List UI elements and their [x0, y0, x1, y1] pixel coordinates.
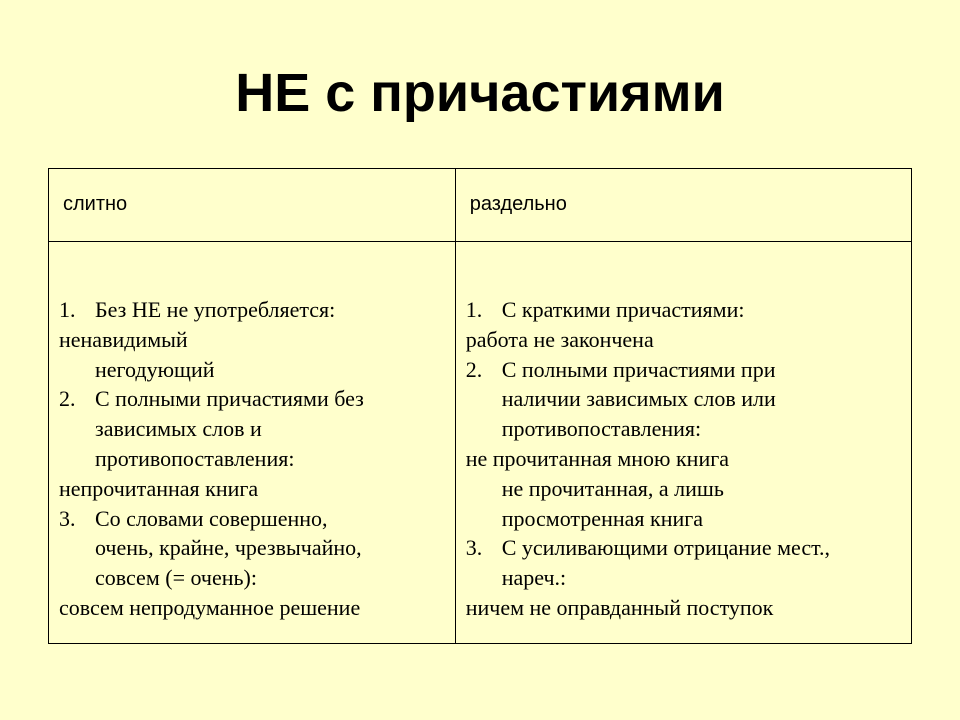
rule-text: наличии зависимых слов или: [501, 386, 776, 412]
right-rule-3: [466, 533, 905, 563]
rule-text: противопоставления:: [501, 416, 702, 442]
rule-number: 3.: [465, 535, 483, 561]
left-rule-3: [59, 504, 449, 534]
rule-text: Без НЕ не употребляется:: [95, 297, 336, 322]
rules-table: [48, 168, 912, 644]
left-rule-1: [59, 295, 449, 325]
rule-text: нареч.:: [501, 565, 567, 591]
example-text: негодующий: [95, 356, 215, 382]
rule-number: 1.: [465, 297, 483, 322]
example-text: ничем не оправданный поступок: [465, 594, 774, 620]
rule-number: 1.: [59, 297, 76, 322]
rule-number: 2.: [465, 356, 483, 382]
cell-left: [49, 242, 456, 644]
cell-right: [455, 242, 911, 644]
rule-text: С полными причастиями без: [95, 386, 364, 412]
right-rules: [456, 242, 911, 623]
header-cell-left: [49, 169, 456, 242]
rule-text: очень, крайне, чрезвычайно,: [95, 535, 362, 561]
left-rules: [49, 242, 455, 623]
table-body-row: [49, 242, 912, 644]
rule-text: зависимых слов и: [95, 416, 262, 442]
example-text: не прочитанная, а лишь: [501, 475, 724, 501]
left-rule-2: [59, 384, 449, 414]
header-cell-right: [455, 169, 911, 242]
example-text: непрочитанная книга: [59, 475, 259, 501]
header-left-label: слитно: [63, 193, 128, 215]
rule-text: С полными причастиями при: [501, 356, 776, 382]
example-text: ненавидимый: [59, 326, 188, 352]
rule-number: 3.: [59, 505, 76, 531]
table-header-row: [49, 169, 912, 242]
right-rule-1: [466, 295, 905, 325]
right-rule-2: [466, 355, 905, 385]
rule-number: 2.: [59, 386, 76, 412]
example-text: работа не закончена: [465, 326, 654, 352]
rule-text: совсем (= очень):: [95, 565, 257, 591]
rule-text: С усиливающими отрицание мест.,: [501, 535, 831, 561]
header-right-label: раздельно: [469, 193, 567, 215]
rule-text: противопоставления:: [95, 445, 295, 471]
rule-text: С краткими причастиями:: [501, 297, 745, 322]
example-text: не прочитанная мною книга: [465, 445, 730, 471]
slide-title: НЕ с причастиями: [235, 63, 725, 123]
rule-text: Со словами совершенно,: [95, 505, 328, 531]
example-text: просмотренная книга: [501, 505, 704, 531]
example-text: совсем непродуманное решение: [59, 594, 361, 620]
